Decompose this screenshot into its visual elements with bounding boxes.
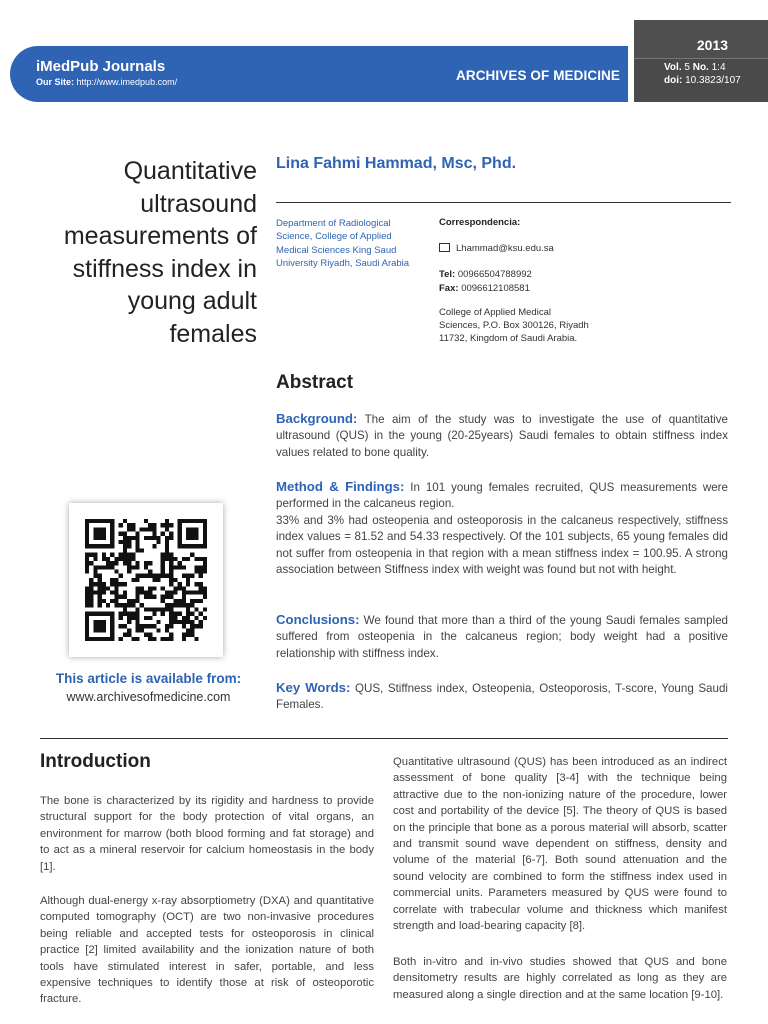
correspondence-address: College of Applied Medical Sciences, P.O. Box 300126, Riyadh 11732, Kingdom of Saudi Arabia. xyxy=(439,307,589,344)
intro-paragraph: Both in-vitro and in-vivo studies showed that QUS and bone densitometry results are highly correlated as long as they are measured along a single direction and at the same location [9-10]. xyxy=(393,956,727,1001)
envelope-icon xyxy=(439,243,450,252)
availability-label: This article is available from: xyxy=(55,671,242,686)
intro-paragraph: Although dual-energy x-ray absorptiometry (DXA) and quantitative computed tomography (OCT) are two non-invasive procedures being reliable and accepted tests for osteoporosis in clinical practice [2] limited availability and the ionization nature of both tools have stimulated interest in safer, portable, and less expensive techniques to identify those at risk of osteoporotic fracture. xyxy=(40,895,374,1006)
article-title: Quantitative ultrasound measurements of stiffness index in young adult females xyxy=(63,157,257,348)
author-affiliation: Department of Radiological Science, College of Applied Medical Sciences King Saud University Riyadh, Saudi Arabia xyxy=(276,218,410,269)
correspondence-email xyxy=(439,242,554,254)
our-site-label: Our Site: xyxy=(36,77,75,87)
introduction-heading: Introduction xyxy=(40,751,151,772)
our-site xyxy=(36,77,177,87)
qr-code-icon xyxy=(69,503,223,657)
email-link[interactable]: Lhammad@ksu.edu.sa xyxy=(456,243,554,254)
issue-info-box xyxy=(634,20,768,102)
author-name: Lina Fahmi Hammad, Msc, Phd. xyxy=(276,155,517,172)
availability-url[interactable]: www.archivesofmedicine.com xyxy=(66,690,231,704)
author-divider xyxy=(276,202,731,203)
issue-divider xyxy=(634,58,768,59)
abstract-method-findings: Method & Findings: In 101 young females recruited, QUS measurements were performed in the calcaneus region. 33% and 3% had osteopenia and osteoporosis in the calcaneus respectively, stiffness index values = 81.52 and 54.33 respectively. Of the 101 subjects, 65 young females did not suffer from osteopenia in that region with a mean stiffness index = 100.95. A strong association between Stiffness index with weight was found but not with height. xyxy=(276,479,728,577)
abstract-keywords: Key Words: QUS, Stiffness index, Osteopenia, Osteoporosis, T-score, Young Saudi Females. xyxy=(276,680,728,712)
journal-name: iMedPub Journals xyxy=(36,58,166,75)
abstract-conclusions: Conclusions: We found that more than a third of the young Saudi females sampled suffered from osteopenia in the calcaneus region; body weight had a positive relationship with stiffness index. xyxy=(276,612,728,660)
abstract-background: Background: The aim of the study was to investigate the use of quantitative ultrasound (QUS) in the young (20-25years) Saudi females to obtain stiffness index values related to bone quality. xyxy=(276,411,728,459)
intro-paragraph: The bone is characterized by its rigidity and hardness to provide structural support for the body protection of vital organs, an environment for marrow (both blood forming and fat storage) and to act as a mineral reservoir for calcium homeostasis in the body [1]. xyxy=(40,795,374,873)
intro-paragraph: Quantitative ultrasound (QUS) has been introduced as an indirect assessment of bone quality [3-4] with the technique being attractive due to the non-ionizing nature of the procedure, lower cost and portability of the device [5]. The theory of QUS is based on the principle that bone as a porous material will absorb, scatter and transmit sound wave dependent on stiffness, density and volume of the material [6-7]. Both sound attenuation and the sound velocity are combined to form the stiffness index used in commercial units. Parameters measured by QUS were found to correlate with trabecular volume and thickness which manifest strength and load-bearing capacity [8]. xyxy=(393,756,727,933)
body-divider xyxy=(40,738,728,739)
journal-section-title: ARCHIVES OF MEDICINE xyxy=(456,68,621,83)
abstract-heading: Abstract xyxy=(276,372,354,393)
qr-code-graphic xyxy=(85,519,207,641)
our-site-link[interactable]: http://www.imedpub.com/ xyxy=(76,77,178,87)
correspondence-heading: Correspondencia: xyxy=(439,217,521,228)
issue-doi: doi: 10.3823/107 xyxy=(664,75,741,86)
correspondence-phone: Tel: 00966504788992 Fax: 0096612108581 xyxy=(439,269,532,294)
issue-year: 2013 xyxy=(696,37,728,53)
issue-volume: Vol. 5 No. 1:4 xyxy=(664,62,726,73)
